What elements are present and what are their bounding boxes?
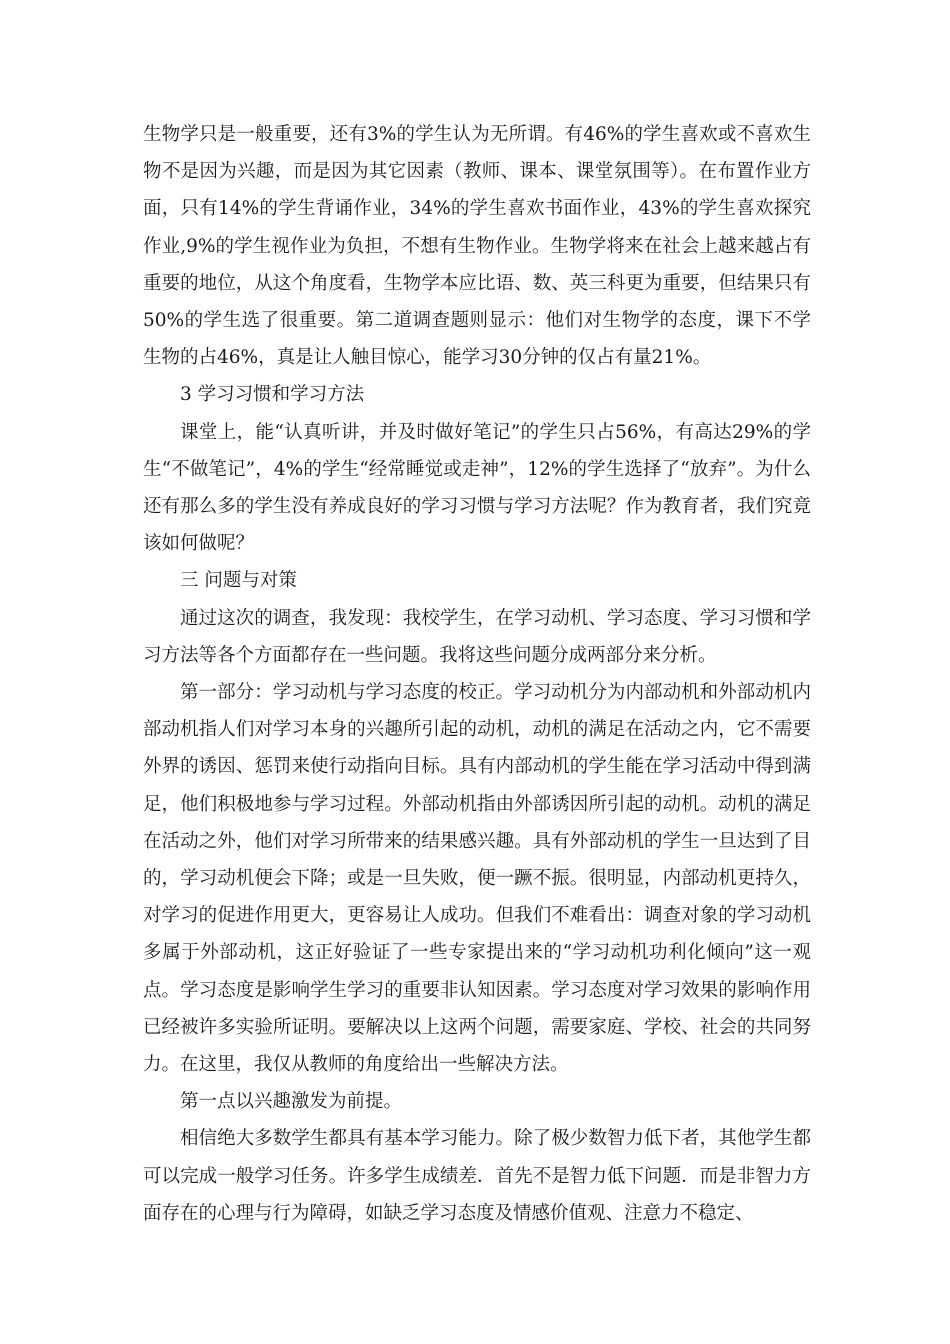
paragraph-part-one: 第一部分：学习动机与学习态度的校正。学习动机分为内部动机和外部动机内部动机指人们对学习本身的兴趣所引起的动机，动机的满足在活动之内，它不需要外界的诱因、惩罚来使行动指向目标。具有内部动机的学生能在学习活动中得到满足，他们积极地参与学习过程。外部动机指由外部诱因所引起的动机。动机的满足在活动之外，他们对学习所带来的结果感兴趣。具有外部动机的学生一旦达到了目的，学习动机便会下降；或是一旦失败，便一蹶不振。很明显，内部动机更持久，对学习的促进作用更大，更容易让人成功。但我们不难看出：调查对象的学习动机多属于外部动机，这正好验证了一些专家提出来的“学习动机功利化倾向”这一观点。学习态度是影响学生学习的重要非认知因素。学习态度对学习效果的影响作用已经被许多实验所证明。要解决以上这两个问题，需要家庭、学校、社会的共同努力。在这里，我仅从教师的角度给出一些解决方法。 (143, 682, 811, 1076)
section-heading-problems-and-countermeasures: 三 问题与对策 (180, 570, 297, 592)
paragraph-continuation: 生物学只是一般重要，还有3%的学生认为无所谓。有46%的学生喜欢或不喜欢生物不是因为兴趣，而是因为其它因素（教师、课本、课堂氛围等）。在布置作业方面，只有14%的学生背诵作业，34%的学生喜欢书面作业，43%的学生喜欢探究作业,9%的学生视作业为负担，不想有生物作业。生物学将来在社会上越来越占有重要的地位，从这个角度看，生物学本应比语、数、英三科更为重要，但结果只有50%的学生选了很重要。第二道调查题则显示：他们对生物学的态度，课下不学生物的占46%，真是让人触目惊心，能学习30分钟的仅占有量21%。 (143, 124, 811, 369)
paragraph-class-habits: 课堂上，能“认真听讲，并及时做好笔记”的学生只占56%，有高达29%的学生“不做笔记”，4%的学生“经常睡觉或走神”，12%的学生选择了“放弃”。为什么还有那么多的学生没有养成良好的学习习惯与学习方法呢？作为教育者，我们究竟该如何做呢？ (143, 421, 811, 555)
section-heading-study-habits: 3 学习习惯和学习方法 (180, 384, 365, 406)
document-body (143, 116, 811, 1232)
paragraph-survey-findings: 通过这次的调查，我发现：我校学生，在学习动机、学习态度、学习习惯和学习方法等各个方面都存在一些问题。我将这些问题分成两部分来分析。 (143, 607, 811, 666)
section-heading-point-one: 第一点以兴趣激发为前提。 (180, 1091, 403, 1113)
paragraph-ability: 相信绝大多数学生都具有基本学习能力。除了极少数智力低下者，其他学生都可以完成一般学习任务。许多学生成绩差．首先不是智力低下问题．而是非智力方面存在的心理与行为障碍，如缺乏学习态度及情感价值观、注意力不稳定、 (143, 1128, 811, 1224)
